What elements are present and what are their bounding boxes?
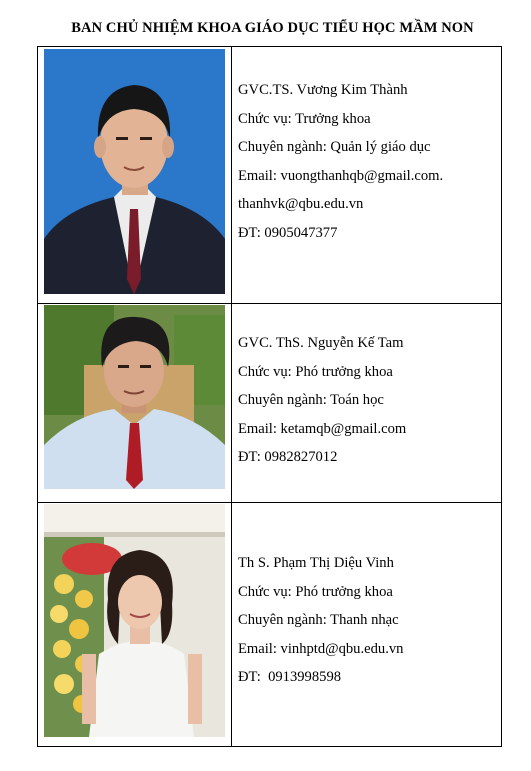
- member-email: Email: vinhptd@qbu.edu.vn: [238, 640, 404, 657]
- photo-cell: [38, 304, 232, 503]
- member-phone: ĐT: 0913998598: [238, 669, 342, 685]
- page-title: BAN CHỦ NHIỆM KHOA GIÁO DỤC TIỂU HỌC MẦM NON: [71, 20, 474, 36]
- info-cell: [232, 304, 502, 503]
- photo-cell: [38, 503, 232, 747]
- member-position: Chức vụ: Phó trưởng khoa: [238, 583, 393, 600]
- member-name: Th S. Phạm Thị Diệu Vinh: [238, 555, 394, 571]
- member-email-2: thanhvk@qbu.edu.vn: [238, 196, 364, 212]
- info-cell: [232, 47, 502, 304]
- member-position: Chức vụ: Trưởng khoa: [238, 110, 371, 127]
- member-name: GVC. ThS. Nguyễn Kế Tam: [238, 335, 404, 351]
- info-cell: [232, 503, 502, 747]
- member-major: Chuyên ngành: Toán học: [238, 392, 384, 408]
- staff-table: [37, 46, 502, 747]
- portrait-photo: [44, 504, 225, 737]
- member-position: Chức vụ: Phó trưởng khoa: [238, 363, 393, 380]
- member-phone: ĐT: 0982827012: [238, 449, 338, 465]
- table-row: [38, 47, 502, 304]
- table-row: [38, 304, 502, 503]
- table-row: [38, 503, 502, 747]
- member-phone: ĐT: 0905047377: [238, 224, 338, 241]
- member-email: Email: ketamqb@gmail.com: [238, 420, 407, 437]
- member-major: Chuyên ngành: Thanh nhạc: [238, 612, 399, 628]
- portrait-photo: [44, 305, 225, 489]
- member-major: Chuyên ngành: Quản lý giáo dục: [238, 139, 431, 155]
- photo-cell: [38, 47, 232, 304]
- member-name: GVC.TS. Vương Kim Thành: [238, 82, 408, 98]
- portrait-photo: [44, 49, 225, 294]
- member-email: Email: vuongthanhqb@gmail.com.: [238, 167, 444, 184]
